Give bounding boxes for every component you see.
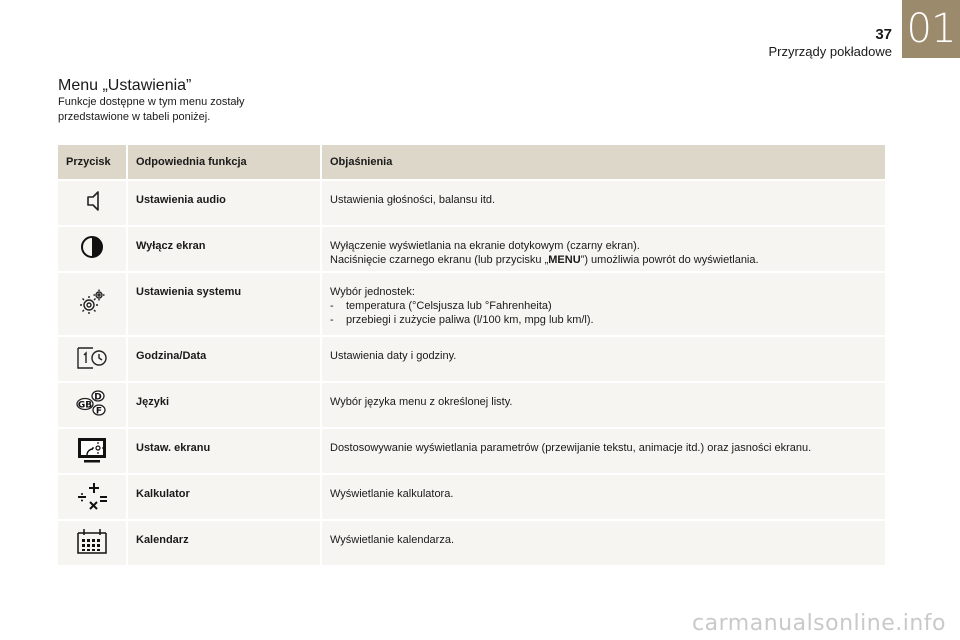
chapter-tab: 01 (902, 0, 960, 58)
icon-cell (58, 179, 128, 225)
explanation (322, 427, 885, 473)
explanation-line: Wybór jednostek: (330, 286, 415, 298)
table-row (58, 473, 885, 519)
explanation (322, 271, 885, 335)
table-row (58, 225, 885, 271)
half-circle-icon (72, 227, 112, 267)
explanation (322, 179, 885, 225)
calendar-icon (72, 521, 112, 561)
lang-label-gb: GB (77, 400, 93, 411)
explanation (322, 335, 885, 381)
explanation-line: Wyświetlanie kalkulatora. (330, 488, 454, 500)
icon-cell (58, 473, 128, 519)
function-name: Języki (128, 381, 322, 427)
function-name: Ustawienia audio (128, 179, 322, 225)
page-heading: Menu „Ustawienia” (58, 76, 192, 94)
speaker-icon (72, 181, 112, 221)
icon-cell (58, 335, 128, 381)
list-item (330, 299, 877, 313)
list-item (330, 313, 877, 327)
clock-calendar-icon (72, 337, 112, 377)
page-number: 37 (875, 26, 892, 43)
function-name: Ustawienia systemu (128, 271, 322, 335)
table-row (58, 179, 885, 225)
explanation-line: Wyświetlanie kalendarza. (330, 534, 455, 546)
icon-cell (58, 519, 128, 565)
gears-icon (72, 282, 112, 322)
settings-table (58, 145, 885, 565)
explanation-line: Wybór języka menu z określonej listy. (330, 396, 513, 408)
explanation-line: Wyłączenie wyświetlania na ekranie dotykowym (czarny ekran). (330, 240, 640, 252)
list-text: przebiegi i zużycie paliwa (l/100 km, mpg lub km/l). (346, 314, 594, 326)
icon-cell (58, 381, 128, 427)
languages-icon (72, 383, 112, 423)
table-row (58, 335, 885, 381)
section-title: Przyrządy pokładowe (768, 44, 892, 59)
menu-key-label: MENU (548, 254, 581, 266)
explanation-text: ”) umożliwia powrót do wyświetlania. (580, 254, 759, 266)
icon-cell (58, 427, 128, 473)
function-name: Wyłącz ekran (128, 225, 322, 271)
icon-cell (58, 271, 128, 335)
table-row (58, 427, 885, 473)
explanation-line: Ustawienia daty i godziny. (330, 350, 457, 362)
explanation (322, 473, 885, 519)
function-name: Kalkulator (128, 473, 322, 519)
header-explanation: Objaśnienia (322, 145, 885, 179)
function-name: Kalendarz (128, 519, 322, 565)
watermark: carmanualsonline.info (692, 611, 946, 636)
table-row (58, 381, 885, 427)
table-header-row (58, 145, 885, 179)
intro-text: Funkcje dostępne w tym menu zostały przedstawione w tabeli poniżej. (58, 96, 245, 123)
calculator-icon (72, 475, 112, 515)
lang-label-f: F (95, 406, 103, 417)
list-dash: - (330, 300, 334, 312)
list-text: temperatura (°Celsjusza lub °Fahrenheita) (346, 300, 552, 312)
explanation-line (330, 253, 877, 267)
header-function: Odpowiednia funkcja (128, 145, 322, 179)
function-name: Godzina/Data (128, 335, 322, 381)
explanation-text: Naciśnięcie czarnego ekranu (lub przycisku „ (330, 254, 549, 266)
explanation (322, 381, 885, 427)
explanation-line: Dostosowywanie wyświetlania parametrów (przewijanie tekstu, animacje itd.) oraz jasności ekranu. (330, 442, 812, 454)
header-button: Przycisk (58, 145, 128, 179)
list-dash: - (330, 314, 334, 326)
lang-label-d: D (94, 392, 102, 403)
icon-cell (58, 225, 128, 271)
function-name: Ustaw. ekranu (128, 427, 322, 473)
explanation (322, 519, 885, 565)
screen-settings-icon (72, 429, 112, 469)
explanation-line: Ustawienia głośności, balansu itd. (330, 194, 496, 206)
table-row (58, 271, 885, 335)
table-row (58, 519, 885, 565)
explanation (322, 225, 885, 271)
